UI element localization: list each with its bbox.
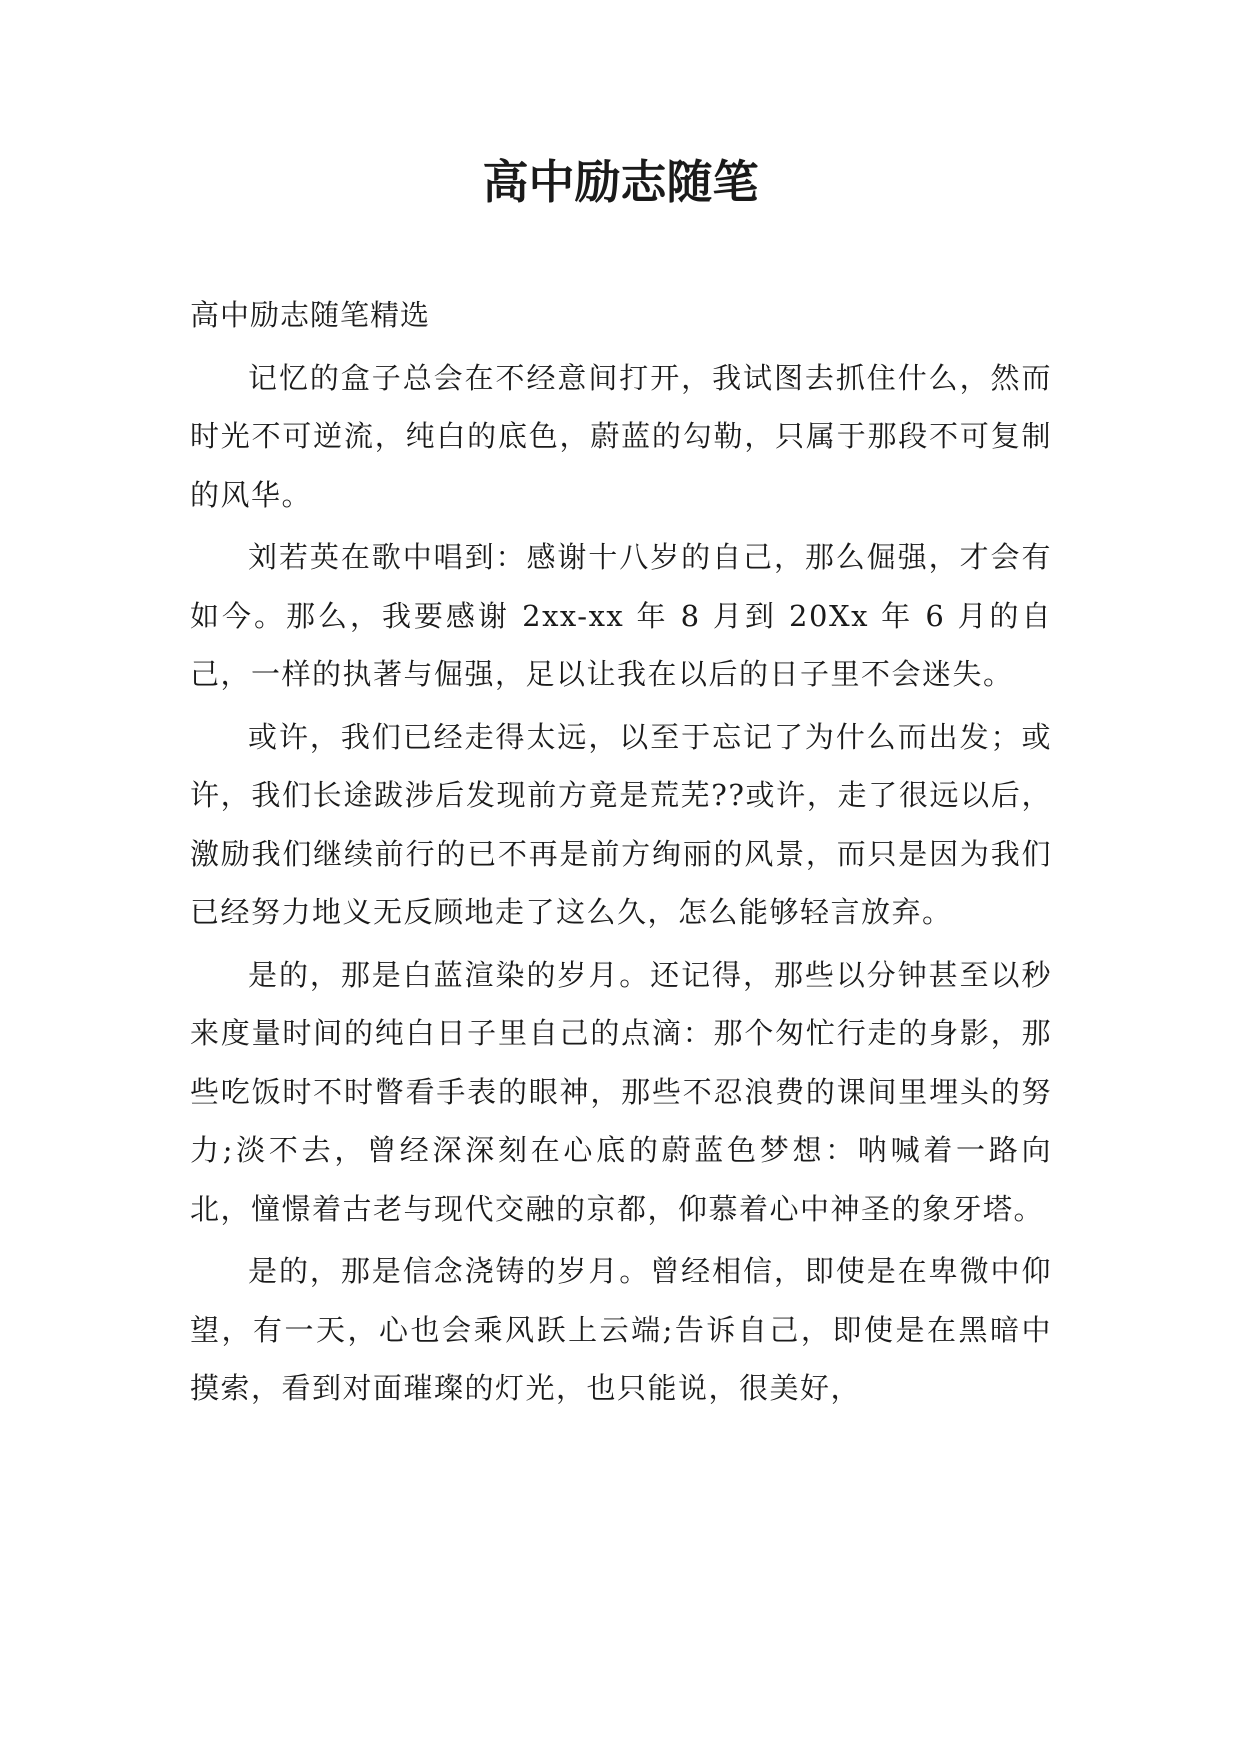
- paragraph: 记忆的盒子总会在不经意间打开，我试图去抓住什么，然而时光不可逆流，纯白的底色，蔚蓝的勾勒，只属于那段不可复制的风华。: [190, 360, 1052, 512]
- paragraph: 刘若英在歌中唱到：感谢十八岁的自己，那么倔强，才会有如今。那么，我要感谢 2xx-xx 年 8 月到 20Xx 年 6 月的自己，一样的执著与倔强，足以让我在以后的日子里不会迷失。: [190, 540, 1052, 691]
- paragraph: 是的，那是信念浇铸的岁月。曾经相信，即使是在卑微中仰望，有一天，心也会乘风跃上云端;告诉自己，即使是在黑暗中摸索，看到对面璀璨的灯光，也只能说，很美好，: [190, 1254, 1052, 1405]
- document-subtitle: 高中励志随笔精选: [190, 298, 431, 332]
- document-title: 高中励志随笔: [482, 155, 759, 209]
- document-body: [190, 286, 1052, 1422]
- paragraph: 或许，我们已经走得太远，以至于忘记了为什么而出发；或许，我们长途跋涉后发现前方竟是荒芜??或许，走了很远以后，激励我们继续前行的已不再是前方绚丽的风景，而只是因为我们已经努力地义无反顾地走了这么久，怎么能够轻言放弃。: [190, 719, 1052, 929]
- paragraph: 是的，那是白蓝渲染的岁月。还记得，那些以分钟甚至以秒来度量时间的纯白日子里自己的点滴：那个匆忙行走的身影，那些吃饭时不时瞥看手表的眼神，那些不忍浪费的课间里埋头的努力;淡不去，曾经深深刻在心底的蔚蓝色梦想：呐喊着一路向北，憧憬着古老与现代交融的京都，仰慕着心中神圣的象牙塔。: [190, 957, 1052, 1226]
